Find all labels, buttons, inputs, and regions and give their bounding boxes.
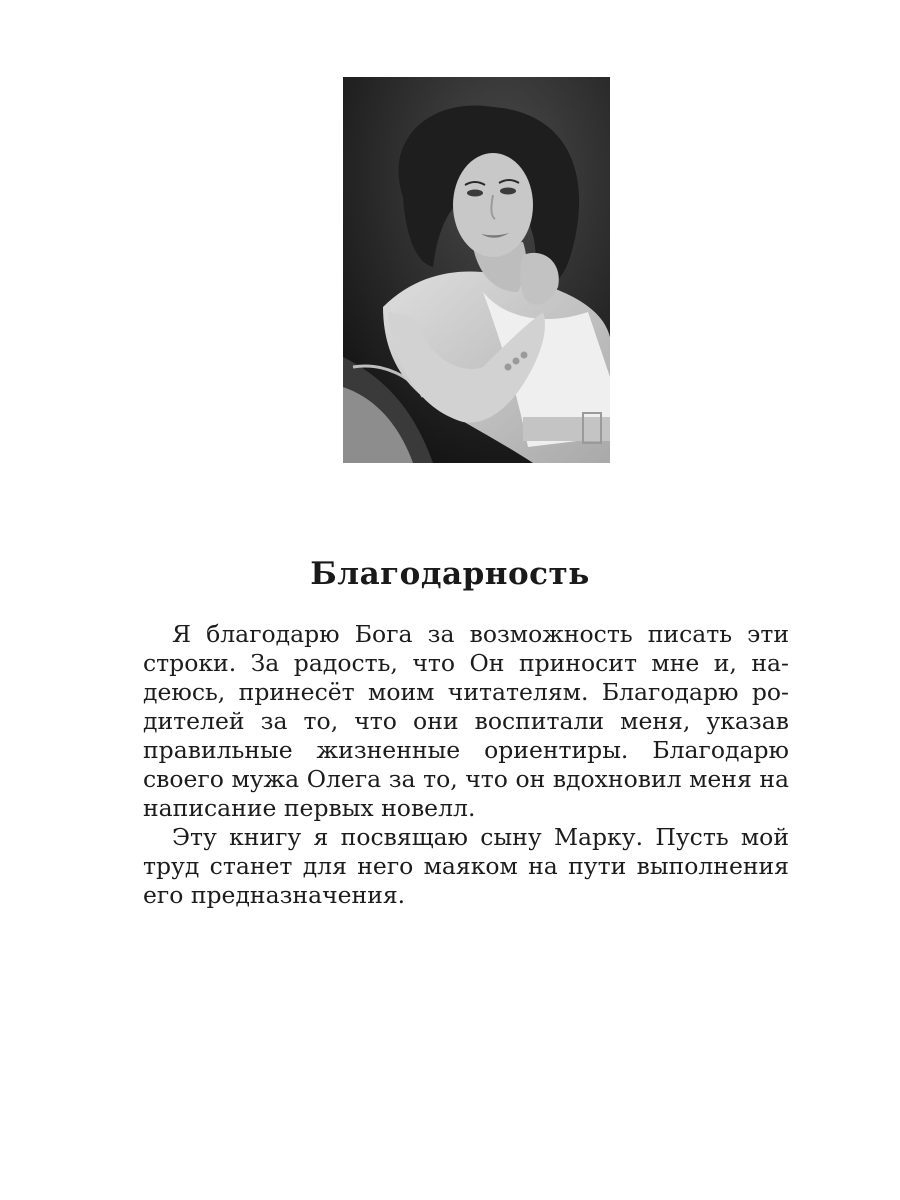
author-portrait-image [343, 77, 610, 463]
page-heading: Благодарность [310, 556, 590, 592]
paragraph [143, 620, 789, 823]
text-line: строки. За радость, что Он приносит мне и, на- [143, 649, 789, 677]
text-line: написание первых новелл. [143, 794, 476, 822]
text-line: дителей за то, что они воспитали меня, указав [143, 707, 789, 735]
text-line: своего мужа Олега за то, что он вдохновил меня на [143, 765, 789, 793]
text-line: его предназначения. [143, 881, 406, 909]
text-line: правильные жизненные ориентиры. Благодарю [143, 736, 789, 764]
text-line: Эту книгу я посвящаю сыну Марку. Пусть мой [172, 823, 789, 851]
text-line: труд станет для него маяком на пути выполнения [143, 852, 789, 880]
text-line: деюсь, принесёт моим читателям. Благодарю ро- [143, 678, 789, 706]
paragraph [143, 823, 789, 910]
dedication-text [143, 620, 789, 910]
author-photo [343, 77, 610, 463]
text-line: Я благодарю Бога за возможность писать эти [172, 620, 789, 648]
